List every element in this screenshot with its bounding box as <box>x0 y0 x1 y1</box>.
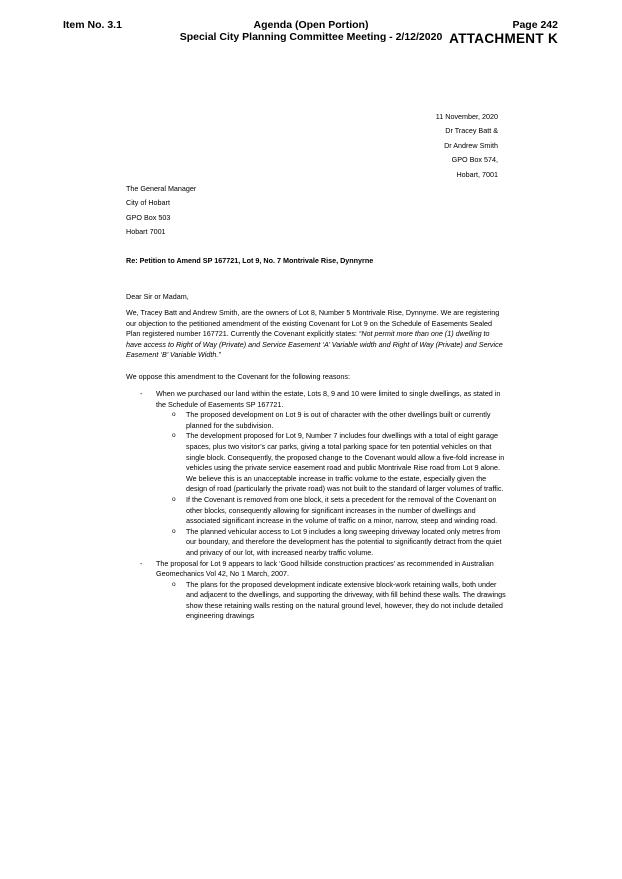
reasons-list <box>126 389 506 622</box>
recipient-line-4: Hobart 7001 <box>126 226 166 236</box>
objection-paragraph <box>126 308 504 361</box>
circle-bullet: o <box>172 495 176 503</box>
sender-name-1: Dr Tracey Batt & <box>445 126 498 136</box>
sub-list-item <box>126 527 506 559</box>
sub-reason-text: If the Covenant is removed from one block, it sets a precedent for the removal of the Covenant on other blocks, consequently allowing for significant increases in the number of dwellings and associated significant increase in the volume of traffic on a minor, narrow, steep and winding road. <box>186 494 498 526</box>
circle-bullet: o <box>172 527 176 535</box>
page-number: Page 242 <box>512 19 558 31</box>
sender-name-2: Dr Andrew Smith <box>444 140 498 150</box>
recipient-line-1: The General Manager <box>126 184 197 193</box>
letter-date: 11 November, 2020 <box>435 112 498 121</box>
dash-bullet: - <box>140 558 143 568</box>
sub-list-item <box>126 495 506 527</box>
circle-bullet: o <box>172 580 176 588</box>
sub-list-item <box>126 431 506 495</box>
sub-list-item <box>126 410 506 431</box>
item-number: Item No. 3.1 <box>63 19 122 31</box>
sub-reason-text: The proposed development on Lot 9 is out of character with the other dwellings built or currently planned for the subdivision. <box>186 410 491 430</box>
circle-bullet: o <box>172 432 176 440</box>
sender-po-box: GPO Box 574, <box>451 155 498 165</box>
recipient-line-2: City of Hobart <box>126 198 170 208</box>
letter-subject: Re: Petition to Amend SP 167721, Lot 9, No. 7 Montrivale Rise, Dynnyrne <box>126 256 374 265</box>
attachment-label: ATTACHMENT K <box>449 31 558 46</box>
sub-list-item <box>126 580 506 622</box>
reasons-intro: We oppose this amendment to the Covenant for the following reasons: <box>126 372 351 381</box>
agenda-line-1: Agenda (Open Portion) <box>253 19 369 31</box>
list-item <box>126 389 506 410</box>
reason-text: When we purchased our land within the estate, Lots 8, 9 and 10 were limited to single dwellings, as stated in the Schedule of Easements SP 167721. <box>156 389 501 409</box>
salutation: Dear Sir or Madam, <box>126 292 189 301</box>
agenda-line-2: Special City Planning Committee Meeting - 2/12/2020 <box>179 31 443 43</box>
sub-reason-text: The development proposed for Lot 9, Number 7 includes four dwellings with a total of eight garage spaces, plus two visitor’s car parks, giving a total parking space for ten potential vehicles on that single block. Consequently, the proposed change to the Covenant would allow a five-fold increase in vehicles using the private service easement road and public Montrivale Rise road from Lot 9 alone. We believe this is an unacceptable increase in traffic volume to the estate, especially given the design of road (particularly the private road) was not built to the standard of larger volumes of traffic. <box>186 431 505 494</box>
sub-reason-text: The planned vehicular access to Lot 9 includes a long sweeping driveway located only metres from our boundary, and therefore the development has the potential to significantly detract from the quiet and privacy of our lot, with increased nearby traffic volume. <box>186 526 502 557</box>
circle-bullet: o <box>172 411 176 419</box>
sender-block <box>436 110 498 182</box>
recipient-block <box>126 182 196 239</box>
sender-city: Hobart, 7001 <box>456 169 498 179</box>
sub-reason-text: The plans for the proposed development indicate extensive block-work retaining walls, both under and adjacent to the dwellings, and supporting the driveway, with fill behind these walls. The drawings show these retaining walls resting on the natural ground level, however, they do not include detailed engineering drawings <box>186 579 506 621</box>
list-item <box>126 559 506 580</box>
objection-text: We, Tracey Batt and Andrew Smith, are the owners of Lot 8, Number 5 Montrivale Rise, Dynnyrne. We are registering our objection to the petitioned amendment of the existing Covenant for Lot 9 on the Schedule of Easements Sealed Plan registered number 167721. Currently the Covenant explicitly states: <box>126 308 500 339</box>
recipient-line-3: GPO Box 503 <box>126 212 171 222</box>
reason-text: The proposal for Lot 9 appears to lack ‘Good hillside construction practices’ as recommended in Australian Geomechanics Vol 42, No 1 March, 2007. <box>156 558 494 579</box>
covenant-quote: “Not permit more than one (1) dwelling to have access to Right of Way (Private) and Service Easement ‘A’ Variable width and Right of Way (Private) and Service Easement ‘B’ Variable Width.” <box>126 329 503 360</box>
dash-bullet: - <box>140 389 143 398</box>
